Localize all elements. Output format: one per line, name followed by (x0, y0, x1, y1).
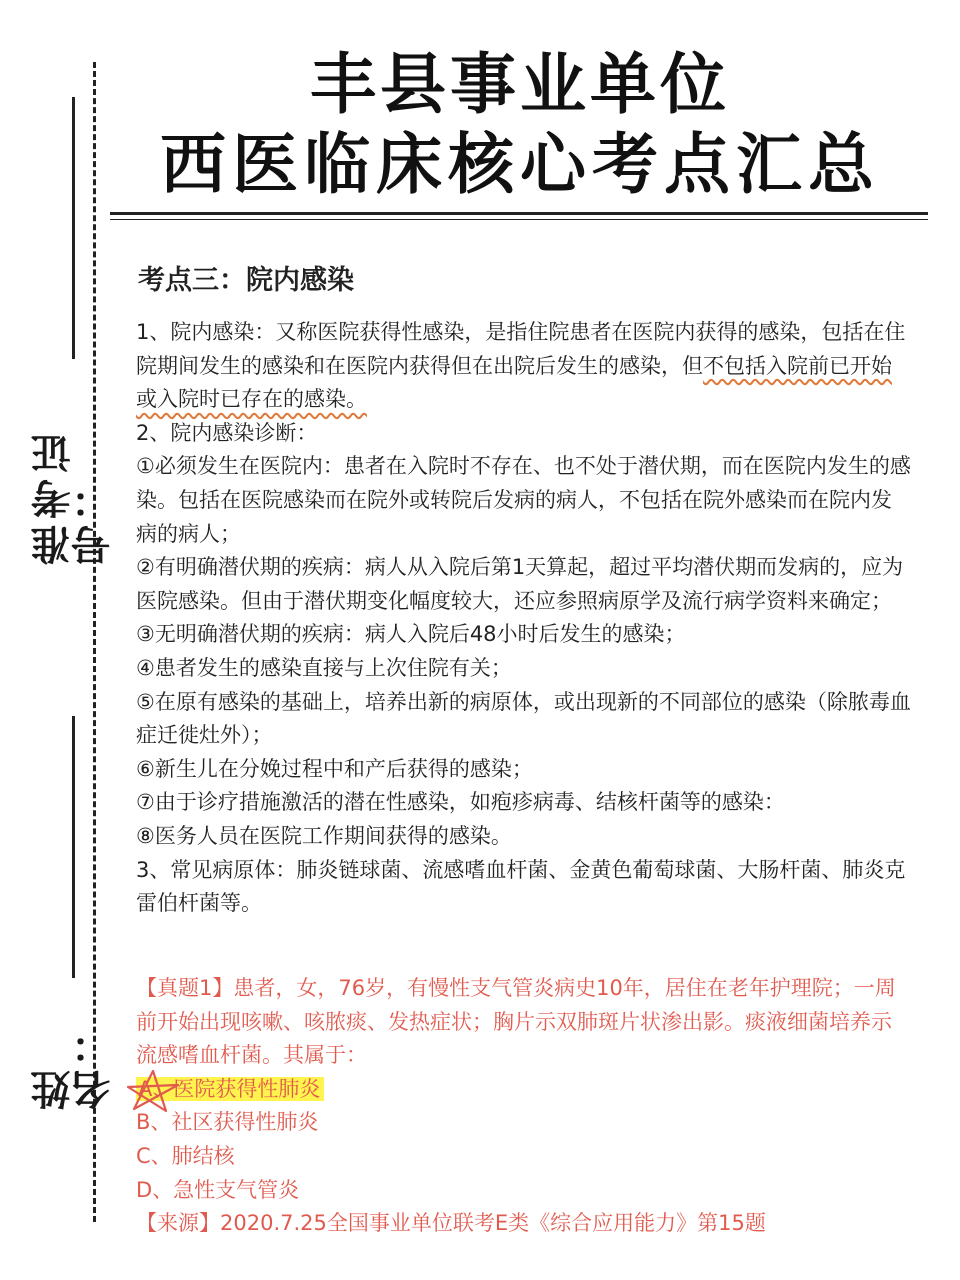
definition-text: 1、院内感染：又称医院获得性感染，是指住院患者在医院内获得的感染，包括在住院期间发生的感染和在医院内获得但在出院后发生的感染，但 (136, 320, 906, 378)
paragraph-diagnosis-heading: 2、院内感染诊断： (136, 420, 318, 445)
section-content (136, 316, 912, 921)
diagnosis-item-8: ⑧医务人员在医院工作期间获得的感染。 (136, 823, 512, 848)
diagnosis-item-6: ⑥新生儿在分娩过程中和产后获得的感染； (136, 756, 533, 781)
exam-question (136, 972, 912, 1241)
page-title-line-1: 丰县事业单位 (310, 46, 730, 123)
exam-id-blank-line (72, 97, 75, 359)
page-title-line-2: 西医临床核心考点汇总 (160, 126, 880, 203)
diagnosis-item-5: ⑤在原有感染的基础上，培养出新的病原体，或出现新的不同部位的感染（除脓毒血症迁徙灶外）； (136, 689, 911, 748)
name-blank-line (72, 716, 75, 978)
option-d: D、急性支气管炎 (136, 1177, 300, 1202)
diagnosis-item-7: ⑦由于诊疗措施激活的潜在性感染，如疱疹病毒、结核杆菌等的感染： (136, 790, 785, 815)
paragraph-pathogens: 3、常见病原体：肺炎链球菌、流感嗜血杆菌、金黄色葡萄球菌、大肠杆菌、肺炎克雷伯杆菌等。 (136, 857, 906, 916)
diagnosis-item-3: ③无明确潜伏期的疾病：病人入院后48小时后发生的感染； (136, 622, 686, 647)
name-label: 姓名： (31, 1018, 117, 1110)
section-heading: 考点三：院内感染 (138, 265, 354, 296)
option-a-text: A、医院获得性肺炎 (136, 1077, 324, 1101)
option-b: B、社区获得性肺炎 (136, 1110, 319, 1135)
diagnosis-item-2: ②有明确潜伏期的疾病：病人从入院后第1天算起，超过平均潜伏期而发病的，应为医院感染。但由于潜伏期变化幅度较大，还应参照病原学及流行病学资料来确定； (136, 555, 904, 613)
paragraph-definition (136, 316, 912, 417)
definition-wavy-underlined: 不包括入院前已开始或入院时已存在的感染。 (136, 353, 892, 412)
question-stem: 【真题1】患者，女，76岁，有慢性支气管炎病史10年，居住在老年护理院；一周前开始出现咳嗽、咳脓痰、发热症状；胸片示双肺斑片状渗出影。痰液细菌培养示流感嗜血杆菌。其属于： (136, 976, 896, 1068)
option-c: C、肺结核 (136, 1143, 235, 1168)
title-divider-thick (110, 212, 928, 215)
title-divider-thin (110, 219, 928, 220)
question-source: 【来源】2020.7.25全国事业单位联考E类《综合应用能力》第15题 (136, 1211, 766, 1236)
exam-id-label: 准考证号： (31, 427, 117, 565)
diagnosis-item-1: ①必须发生在医院内：患者在入院时不存在、也不处于潜伏期，而在医院内发生的感染。包括在医院感染而在院外或转院后发病的病人，不包括在院外感染而在院内发病的病人； (136, 454, 911, 546)
diagnosis-item-4: ④患者发生的感染直接与上次住院有关； (136, 655, 512, 680)
option-a (136, 1073, 912, 1107)
